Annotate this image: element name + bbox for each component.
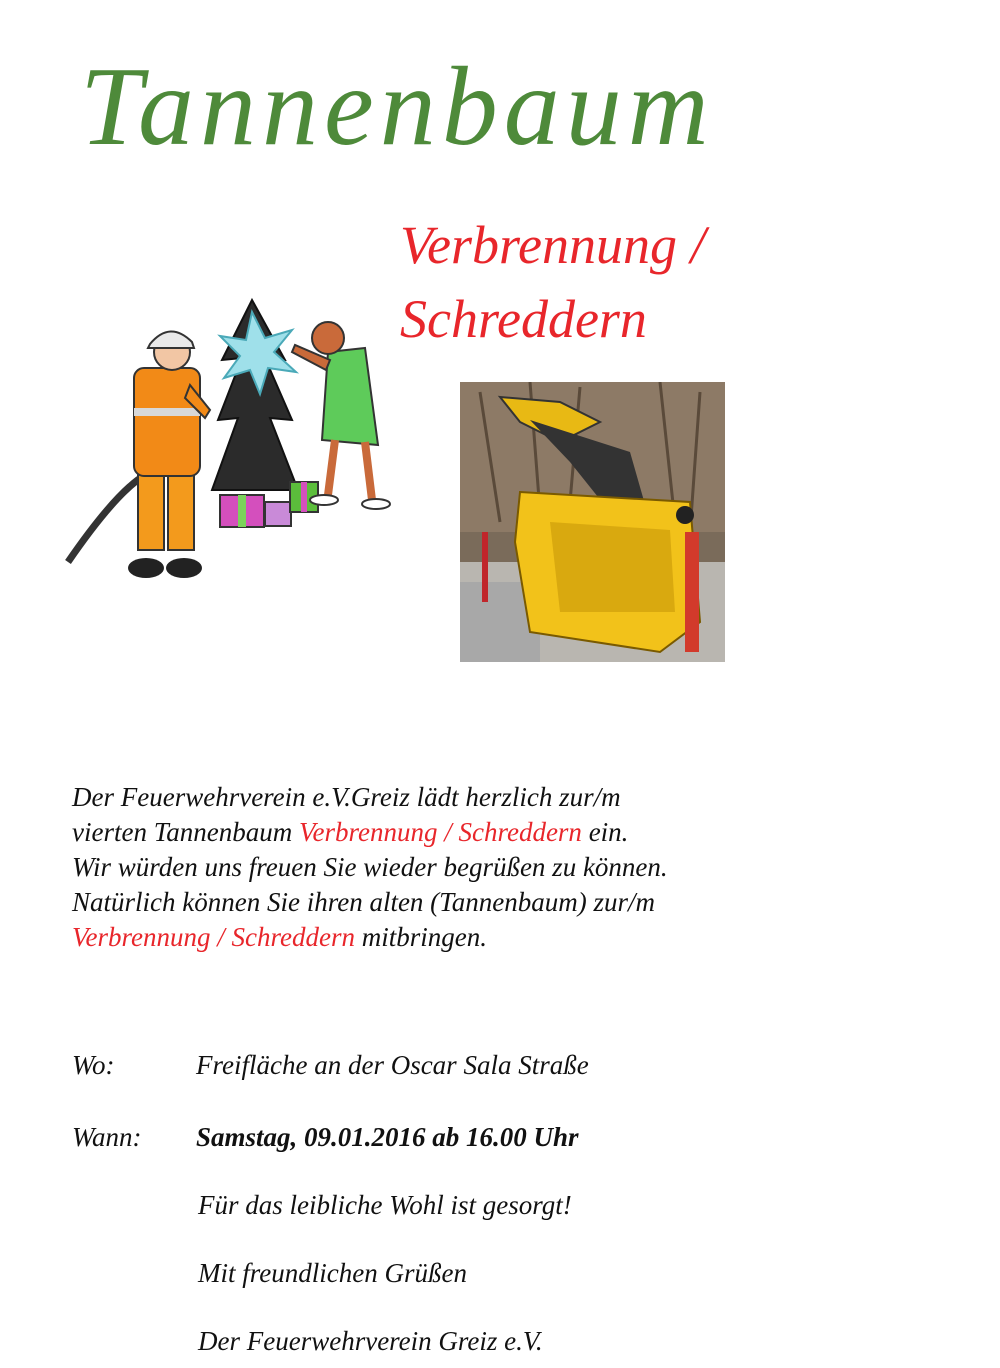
body-line-2 xyxy=(72,815,892,850)
when-row xyxy=(72,1122,579,1153)
red-post xyxy=(482,532,488,602)
greeting: Mit freundlichen Grüßen xyxy=(198,1258,467,1288)
firefighter-cartoon-illustration xyxy=(60,290,400,590)
wood-chipper-photo xyxy=(460,382,725,662)
person-shoe-right xyxy=(362,499,390,509)
when-value: Samstag, 09.01.2016 ab 16.00 Uhr xyxy=(196,1122,579,1152)
firefighter-boot-left xyxy=(128,558,164,578)
gift-ribbon-1 xyxy=(238,495,246,527)
catering-note: Für das leibliche Wohl ist gesorgt! xyxy=(198,1190,572,1220)
where-row xyxy=(72,1050,589,1081)
where-label: Wo: xyxy=(72,1050,115,1080)
firefighter-leg-left xyxy=(138,468,164,550)
chipper-light xyxy=(676,506,694,524)
chipper-hopper-inner xyxy=(550,522,675,612)
person-legs xyxy=(328,440,372,500)
body-line-1: Der Feuerwehrverein e.V.Greiz lädt herzlich zur/m xyxy=(72,782,621,812)
body-line-5 xyxy=(72,920,892,955)
person-dress xyxy=(322,348,378,445)
body-line-3: Wir würden uns freuen Sie wieder begrüßen zu können. xyxy=(72,852,668,882)
where-value: Freifläche an der Oscar Sala Straße xyxy=(196,1050,589,1080)
signature: Der Feuerwehrverein Greiz e.V. xyxy=(198,1326,543,1356)
gift-ribbon-3 xyxy=(301,482,307,512)
firefighter-helmet xyxy=(148,331,194,348)
chipper-frame-red xyxy=(685,532,699,652)
firefighter-boot-right xyxy=(166,558,202,578)
body-line-5-post: mitbringen. xyxy=(354,922,487,952)
body-line-4: Natürlich können Sie ihren alten (Tannenbaum) zur/m xyxy=(72,887,655,917)
gift-box-2 xyxy=(265,502,291,526)
page-title: Tannenbaum xyxy=(80,45,715,169)
person-head xyxy=(312,322,344,354)
body-line-2-pre: vierten Tannenbaum xyxy=(72,817,299,847)
when-label: Wann: xyxy=(72,1122,142,1152)
page-subtitle xyxy=(400,208,705,356)
person-shoe-left xyxy=(310,495,338,505)
subtitle-line-2: Schreddern xyxy=(400,289,647,349)
body-line-2-post: ein. xyxy=(581,817,629,847)
body-line-2-red: Verbrennung / Schreddern xyxy=(298,817,582,847)
firefighter-stripe xyxy=(134,408,200,416)
invitation-text xyxy=(72,780,892,955)
firefighter-leg-right xyxy=(168,468,194,550)
body-line-5-red: Verbrennung / Schreddern xyxy=(72,922,355,952)
subtitle-line-1: Verbrennung / xyxy=(400,215,706,275)
